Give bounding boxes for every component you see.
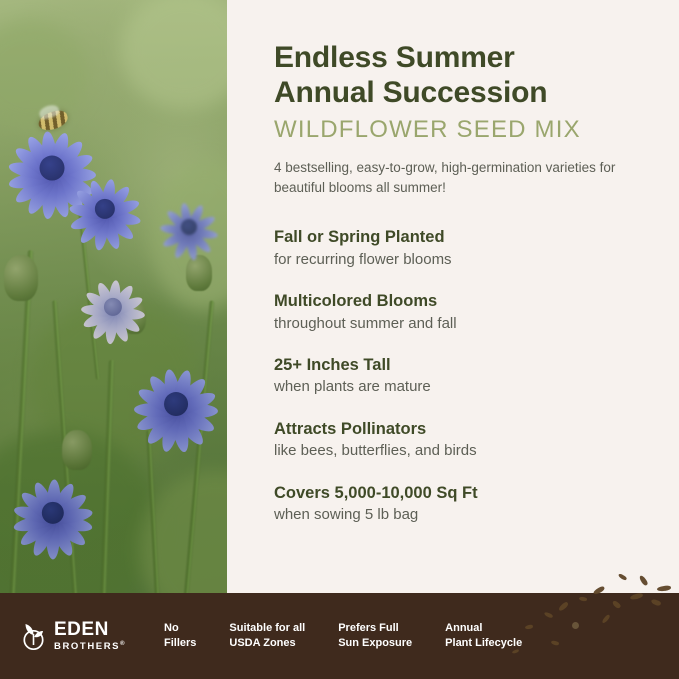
- seedling-icon: [20, 621, 47, 651]
- footer-attribute-line2: USDA Zones: [229, 637, 296, 649]
- brand-logo[interactable]: [20, 620, 154, 652]
- feature-title: 25+ Inches Tall: [274, 355, 391, 374]
- product-description: 4 bestselling, easy-to-grow, high-germination varieties for beautiful blooms all summer!: [274, 159, 616, 195]
- feature-title: Covers 5,000-10,000 Sq Ft: [274, 483, 478, 502]
- feature-subtitle: like bees, butterflies, and birds: [274, 442, 477, 460]
- footer-attribute-line2: Fillers: [164, 637, 197, 649]
- feature-item: [274, 483, 643, 526]
- footer-attribute: [229, 621, 305, 651]
- title-line-1: Endless Summer: [274, 41, 515, 74]
- feature-title: Attracts Pollinators: [274, 419, 427, 438]
- footer-attribute: [164, 621, 196, 651]
- footer-attribute-line1: Annual: [445, 622, 483, 635]
- feature-title: Multicolored Blooms: [274, 291, 438, 310]
- feature-item: [274, 355, 643, 398]
- footer-attribute-line1: No: [164, 622, 179, 635]
- brand-footer: [0, 593, 679, 679]
- product-details: [227, 0, 679, 600]
- cornflower-photo: [0, 0, 227, 600]
- title-line-2: Annual Succession: [274, 76, 548, 110]
- feature-subtitle: for recurring flower blooms: [274, 250, 452, 268]
- page-subtitle: WILDFLOWER SEED MIX: [274, 116, 581, 144]
- feature-item: [274, 227, 643, 270]
- brand-name-secondary-text: BROTHERS: [54, 641, 121, 653]
- brand-name-secondary: [54, 641, 126, 652]
- feature-list: [274, 227, 643, 525]
- footer-attribute-line1: Suitable for all: [229, 622, 306, 635]
- feature-item: [274, 419, 643, 462]
- feature-subtitle: when sowing 5 lb bag: [274, 506, 419, 524]
- registered-mark: ®: [120, 641, 127, 648]
- footer-attribute-line2: Plant Lifecycle: [445, 637, 523, 649]
- page-title: [274, 40, 643, 110]
- feature-subtitle: when plants are mature: [274, 378, 431, 396]
- footer-attribute: [338, 621, 412, 651]
- feature-subtitle: throughout summer and fall: [274, 314, 457, 332]
- footer-attribute-line1: Prefers Full: [338, 622, 399, 635]
- brand-wordmark: [54, 620, 126, 652]
- feature-title: Fall or Spring Planted: [274, 228, 445, 247]
- feature-item: [274, 291, 643, 334]
- footer-attribute-line2: Sun Exposure: [338, 637, 413, 649]
- footer-content: [0, 593, 679, 679]
- footer-attributes: [164, 621, 522, 651]
- footer-attribute: [445, 621, 522, 651]
- brand-name-primary: EDEN: [54, 619, 109, 641]
- photo-overlay: [0, 0, 227, 600]
